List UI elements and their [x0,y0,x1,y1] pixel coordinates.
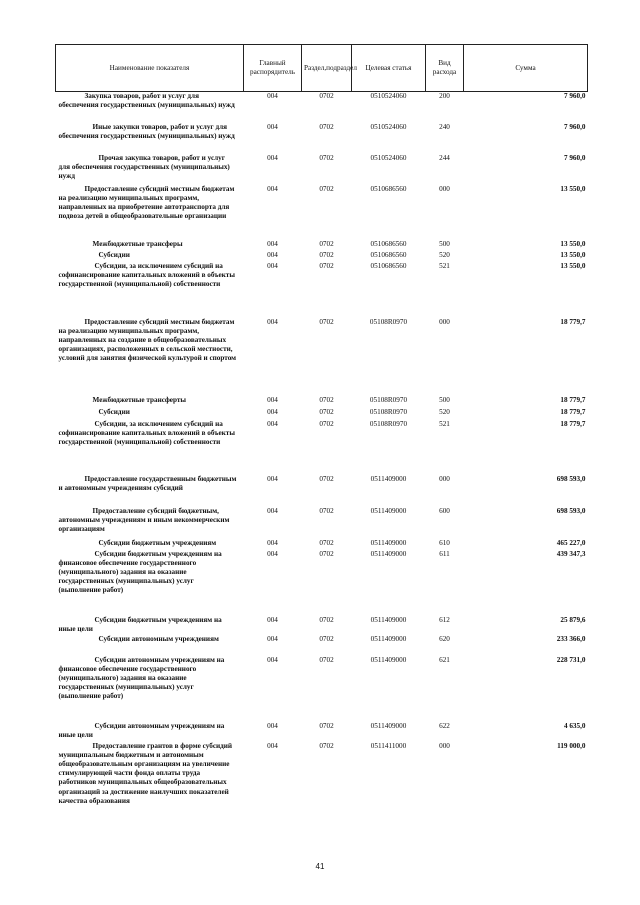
row-section: 0702 [319,741,334,750]
row-target: 05108R0970 [369,395,408,404]
row-sum: 7 960,0 [563,92,586,100]
row-type: 620 [439,634,450,643]
row-target: 0511409000 [370,474,407,483]
row-target: 0511409000 [370,655,407,664]
table-body [56,92,588,832]
row-name: Субсидии, за исключением субсидий на софинансирование капитальных вложений в объекты государственной (муниципальной) собственности [58,261,235,288]
table-row [56,396,588,408]
row-type: 611 [439,549,450,558]
budget-table [55,44,588,832]
row-sum: 233 366,0 [556,634,586,643]
row-sum: 698 593,0 [556,474,586,483]
row-target: 0511411000 [370,741,407,750]
row-sum: 13 550,0 [560,250,586,259]
row-admin: 004 [267,184,278,193]
table-row [56,616,588,635]
header-type: Вид расхода [426,45,464,92]
header-sum: Сумма [464,45,588,92]
row-section: 0702 [319,153,334,162]
document-page [55,44,587,832]
row-target: 0511409000 [370,506,407,515]
row-target: 0511409000 [370,549,407,558]
row-sum: 465 227,0 [556,538,586,547]
row-admin: 004 [267,250,278,259]
row-target: 0510524060 [370,122,407,131]
row-target: 05108R0970 [369,419,408,428]
row-type: 000 [439,317,450,326]
row-sum: 13 550,0 [560,184,586,193]
row-name: Субсидии [98,250,130,259]
row-name: Закупка товаров, работ и услуг для обеспечения государственных (муниципальных) нужд [58,92,235,110]
row-target: 05108R0970 [369,317,408,326]
row-target: 0511409000 [370,721,407,730]
row-type: 521 [439,419,450,428]
row-sum: 25 879,6 [560,615,586,624]
row-type: 520 [439,407,450,416]
row-admin: 004 [267,549,278,558]
table-row [56,92,588,123]
row-sum: 4 635,0 [563,721,586,730]
row-section: 0702 [319,549,334,558]
row-section: 0702 [319,250,334,259]
row-section: 0702 [319,317,334,326]
header-name: Наименование показателя [56,45,244,92]
page-number: 41 [315,862,325,871]
row-sum: 18 779,7 [560,419,586,428]
row-name: Межбюджетные трансферты [92,395,187,404]
row-type: 244 [439,153,450,162]
row-name: Межбюджетные трансферы [92,239,183,248]
row-type: 200 [439,92,450,100]
row-admin: 004 [267,721,278,730]
row-type: 240 [439,122,450,131]
row-sum: 18 779,7 [560,317,586,326]
row-admin: 004 [267,634,278,643]
row-type: 612 [439,615,450,624]
row-admin: 004 [267,239,278,248]
row-name: Предоставление грантов в форме субсидий муниципальным бюджетным и автономным общеобразовательным организациям на увеличение стимулирующей части фонда оплаты труда работников муниципальных общеобразовательных организаций за достижение наилучших показателей качества образования [58,741,233,805]
row-name: Субсидии, за исключением субсидий на софинансирование капитальных вложений в объекты государственной (муниципальной) собственности [58,419,235,446]
row-sum: 13 550,0 [560,261,586,270]
row-name: Субсидии автономным учреждениям на иные цели [58,721,225,739]
row-type: 000 [439,184,450,193]
row-target: 05108R0970 [369,407,408,416]
row-name: Предоставление государственным бюджетным и автономным учреждениям субсидий [58,474,237,492]
row-sum: 698 593,0 [556,506,586,515]
row-admin: 004 [267,655,278,664]
row-name: Предоставление субсидий местным бюджетам на реализацию муниципальных программ, направленных на создание в общеобразовательных организациях, расположенных в сельской местности, условий для занятия физической культурой и спортом [58,317,237,363]
table-row [56,185,588,240]
row-admin: 004 [267,615,278,624]
row-section: 0702 [319,261,334,270]
row-name: Субсидии бюджетным учреждениям на иные цели [58,615,222,633]
table-row [56,240,588,251]
row-sum: 18 779,7 [560,395,586,404]
row-name: Субсидии автономным учреждениям [98,634,219,643]
row-sum: 7 960,0 [563,153,586,162]
row-type: 521 [439,261,450,270]
row-section: 0702 [319,92,334,100]
row-sum: 228 731,0 [556,655,586,664]
table-row [56,635,588,656]
table-row [56,539,588,550]
row-target: 0510524060 [370,153,407,162]
row-section: 0702 [319,721,334,730]
row-type: 520 [439,250,450,259]
table-row [56,722,588,742]
table-row [56,507,588,539]
row-type: 000 [439,741,450,750]
row-section: 0702 [319,615,334,624]
row-section: 0702 [319,634,334,643]
row-type: 621 [439,655,450,664]
table-row [56,408,588,420]
row-target: 0510686560 [370,261,407,270]
row-type: 600 [439,506,450,515]
row-target: 0511409000 [370,615,407,624]
table-row [56,742,588,832]
row-section: 0702 [319,506,334,515]
row-name: Субсидии [98,407,130,416]
row-admin: 004 [267,92,278,100]
row-target: 0511409000 [370,538,407,547]
row-target: 0511409000 [370,634,407,643]
row-section: 0702 [319,474,334,483]
row-target: 0510524060 [370,92,407,100]
row-admin: 004 [267,419,278,428]
row-section: 0702 [319,407,334,416]
row-name: Иные закупки товаров, работ и услуг для обеспечения государственных (муниципальных) нужд [58,122,235,140]
table-row [56,420,588,475]
table-row [56,550,588,616]
row-type: 500 [439,239,450,248]
row-admin: 004 [267,474,278,483]
row-name: Предоставление субсидий бюджетным, автономным учреждениям и иным некоммерческим организациям [58,506,230,533]
row-admin: 004 [267,395,278,404]
row-admin: 004 [267,261,278,270]
row-type: 622 [439,721,450,730]
table-row [56,475,588,507]
row-name: Субсидии бюджетным учреждениям на финансовое обеспечение государственного (муниципального) задания на оказание государственных (муниципальных) услуг (выполнение работ) [58,549,222,595]
row-type: 610 [439,538,450,547]
table-row [56,656,588,722]
row-sum: 439 347,3 [556,549,586,558]
header-section: Раздел,подраздел [302,45,352,92]
table-row [56,318,588,396]
row-admin: 004 [267,407,278,416]
row-section: 0702 [319,122,334,131]
row-section: 0702 [319,655,334,664]
row-type: 500 [439,395,450,404]
row-admin: 004 [267,153,278,162]
row-target: 0510686560 [370,184,407,193]
row-target: 0510686560 [370,239,407,248]
row-section: 0702 [319,538,334,547]
table-row [56,123,588,154]
row-name: Субсидии бюджетным учреждениям [98,538,217,547]
header-admin: Главный распорядитель [244,45,302,92]
table-row [56,251,588,262]
table-header-row [56,45,588,92]
row-section: 0702 [319,239,334,248]
row-sum: 7 960,0 [563,122,586,131]
row-admin: 004 [267,506,278,515]
row-name: Прочая закупка товаров, работ и услуг для обеспечения государственных (муниципальных) нужд [58,153,230,180]
row-sum: 119 000,0 [557,741,586,750]
row-target: 0510686560 [370,250,407,259]
row-admin: 004 [267,538,278,547]
table-row [56,262,588,318]
row-name: Субсидии автономным учреждениям на финансовое обеспечение государственного (муниципального) задания на оказание государственных (муниципальных) услуг (выполнение работ) [58,655,225,701]
row-section: 0702 [319,184,334,193]
header-target: Целевая статья [352,45,426,92]
row-type: 000 [439,474,450,483]
row-admin: 004 [267,122,278,131]
row-admin: 004 [267,317,278,326]
row-sum: 18 779,7 [560,407,586,416]
row-admin: 004 [267,741,278,750]
table-row [56,154,588,185]
row-section: 0702 [319,419,334,428]
row-name: Предоставление субсидий местным бюджетам на реализацию муниципальных программ, направленных на приобретение автотранспорта для подвоза детей в общеобразовательные организации [58,184,235,221]
row-sum: 13 550,0 [560,239,586,248]
row-section: 0702 [319,395,334,404]
